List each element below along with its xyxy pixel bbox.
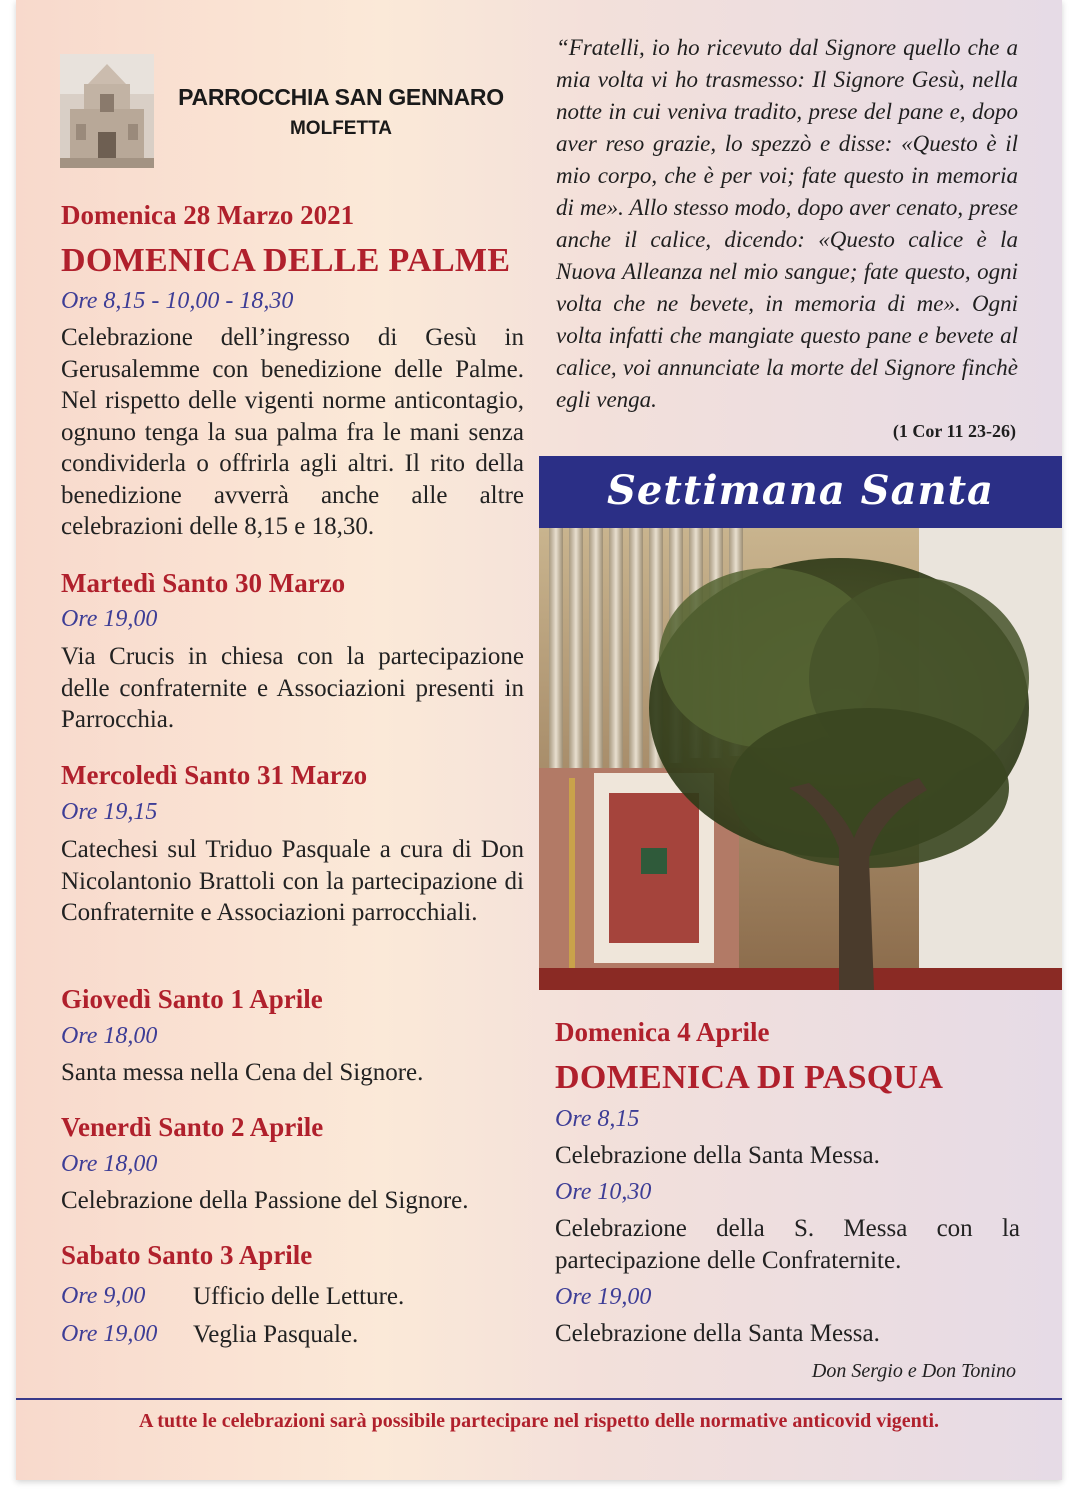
saturday-time-1: Ore 9,00: [61, 1283, 146, 1309]
easter-description-2: Celebrazione della S. Messa con la partecipazione delle Confraternite.: [555, 1215, 1020, 1274]
wednesday-description: Catechesi sul Triduo Pasquale a cura di Don Nicolantonio Brattoli con la partecipazione di Confraternite e Associazioni parrocchiali.: [61, 836, 524, 926]
scripture-quote: “Fratelli, io ho ricevuto dal Signore quello che a mia volta vi ho trasmesso: Il Signore Gesù, nella notte in cui veniva tradito, prese del pane e, dopo aver reso grazie, lo spezzò e disse: «Questo è il mio corpo, che è per voi; fate questo in memoria di me». Allo stesso modo, dopo aver cenato, prese anche il calice, dicendo: «Questo calice è la Nuova Alleanza nel mio sangue; fate questo, ogni volta che ne bevete, in memoria di me». Ogni volta infatti che mangiate questo pane e bevete al calice, voi annunciate la morte del Signore finchè egli venga.: [556, 35, 1018, 412]
palm-sunday-title: DOMENICA DELLE PALME: [61, 242, 511, 279]
easter-time-2: Ore 10,30: [555, 1179, 652, 1205]
easter-time-1: Ore 8,15: [555, 1106, 640, 1132]
parish-name: PARROCCHIA SAN GENNARO: [178, 84, 504, 110]
saturday-time-2: Ore 19,00: [61, 1321, 158, 1347]
easter-time-3: Ore 19,00: [555, 1284, 652, 1310]
flyer-page: [16, 0, 1062, 1480]
olive-tree-photo: [539, 528, 1062, 990]
scripture-reference: (1 Cor 11 23-26): [892, 421, 1016, 441]
signature: Don Sergio e Don Tonino: [811, 1360, 1016, 1382]
easter-title: DOMENICA DI PASQUA: [555, 1059, 944, 1096]
palm-sunday-description: Celebrazione dell’ingresso di Gesù in Gerusalemme con benedizione delle Palme. Nel rispetto delle vigenti norme anticontagio, ognuno tenga la sua palma fra le mani senza condividerla o offrirla agli altri. Il rito della benedizione avverrà anche alle altre celebrazioni delle 8,15 e 18,30.: [61, 324, 524, 540]
easter-date: Domenica 4 Aprile: [555, 1017, 770, 1047]
saturday-description-1: Ufficio delle Letture.: [193, 1283, 405, 1310]
easter-description-1: Celebrazione della Santa Messa.: [555, 1142, 880, 1169]
saturday-title: Sabato Santo 3 Aprile: [61, 1240, 313, 1270]
friday-title: Venerdì Santo 2 Aprile: [61, 1112, 324, 1142]
saturday-description-2: Veglia Pasquale.: [193, 1321, 359, 1348]
tuesday-title: Martedì Santo 30 Marzo: [61, 568, 346, 598]
palm-sunday-date: Domenica 28 Marzo 2021: [61, 200, 355, 230]
holy-week-banner: Settimana Santa: [539, 456, 1062, 528]
thursday-title: Giovedì Santo 1 Aprile: [61, 984, 323, 1014]
thursday-time: Ore 18,00: [61, 1023, 158, 1049]
friday-description: Celebrazione della Passione del Signore.: [61, 1187, 469, 1214]
palm-sunday-times: Ore 8,15 - 10,00 - 18,30: [61, 288, 294, 314]
wednesday-time: Ore 19,15: [61, 799, 158, 825]
parish-city: MOLFETTA: [289, 118, 392, 139]
tuesday-time: Ore 19,00: [61, 606, 158, 632]
thursday-description: Santa messa nella Cena del Signore.: [61, 1059, 424, 1086]
friday-time: Ore 18,00: [61, 1151, 158, 1177]
church-facade-icon: [60, 54, 154, 168]
wednesday-title: Mercoledì Santo 31 Marzo: [61, 760, 368, 790]
footer-divider: [16, 1398, 1062, 1400]
easter-description-3: Celebrazione della Santa Messa.: [555, 1320, 880, 1347]
footer-notice: A tutte le celebrazioni sarà possibile partecipare nel rispetto delle normative anticovid vigenti.: [138, 1410, 940, 1432]
tuesday-description: Via Crucis in chiesa con la partecipazione delle confraternite e Associazioni presenti in Parrocchia.: [61, 643, 524, 733]
